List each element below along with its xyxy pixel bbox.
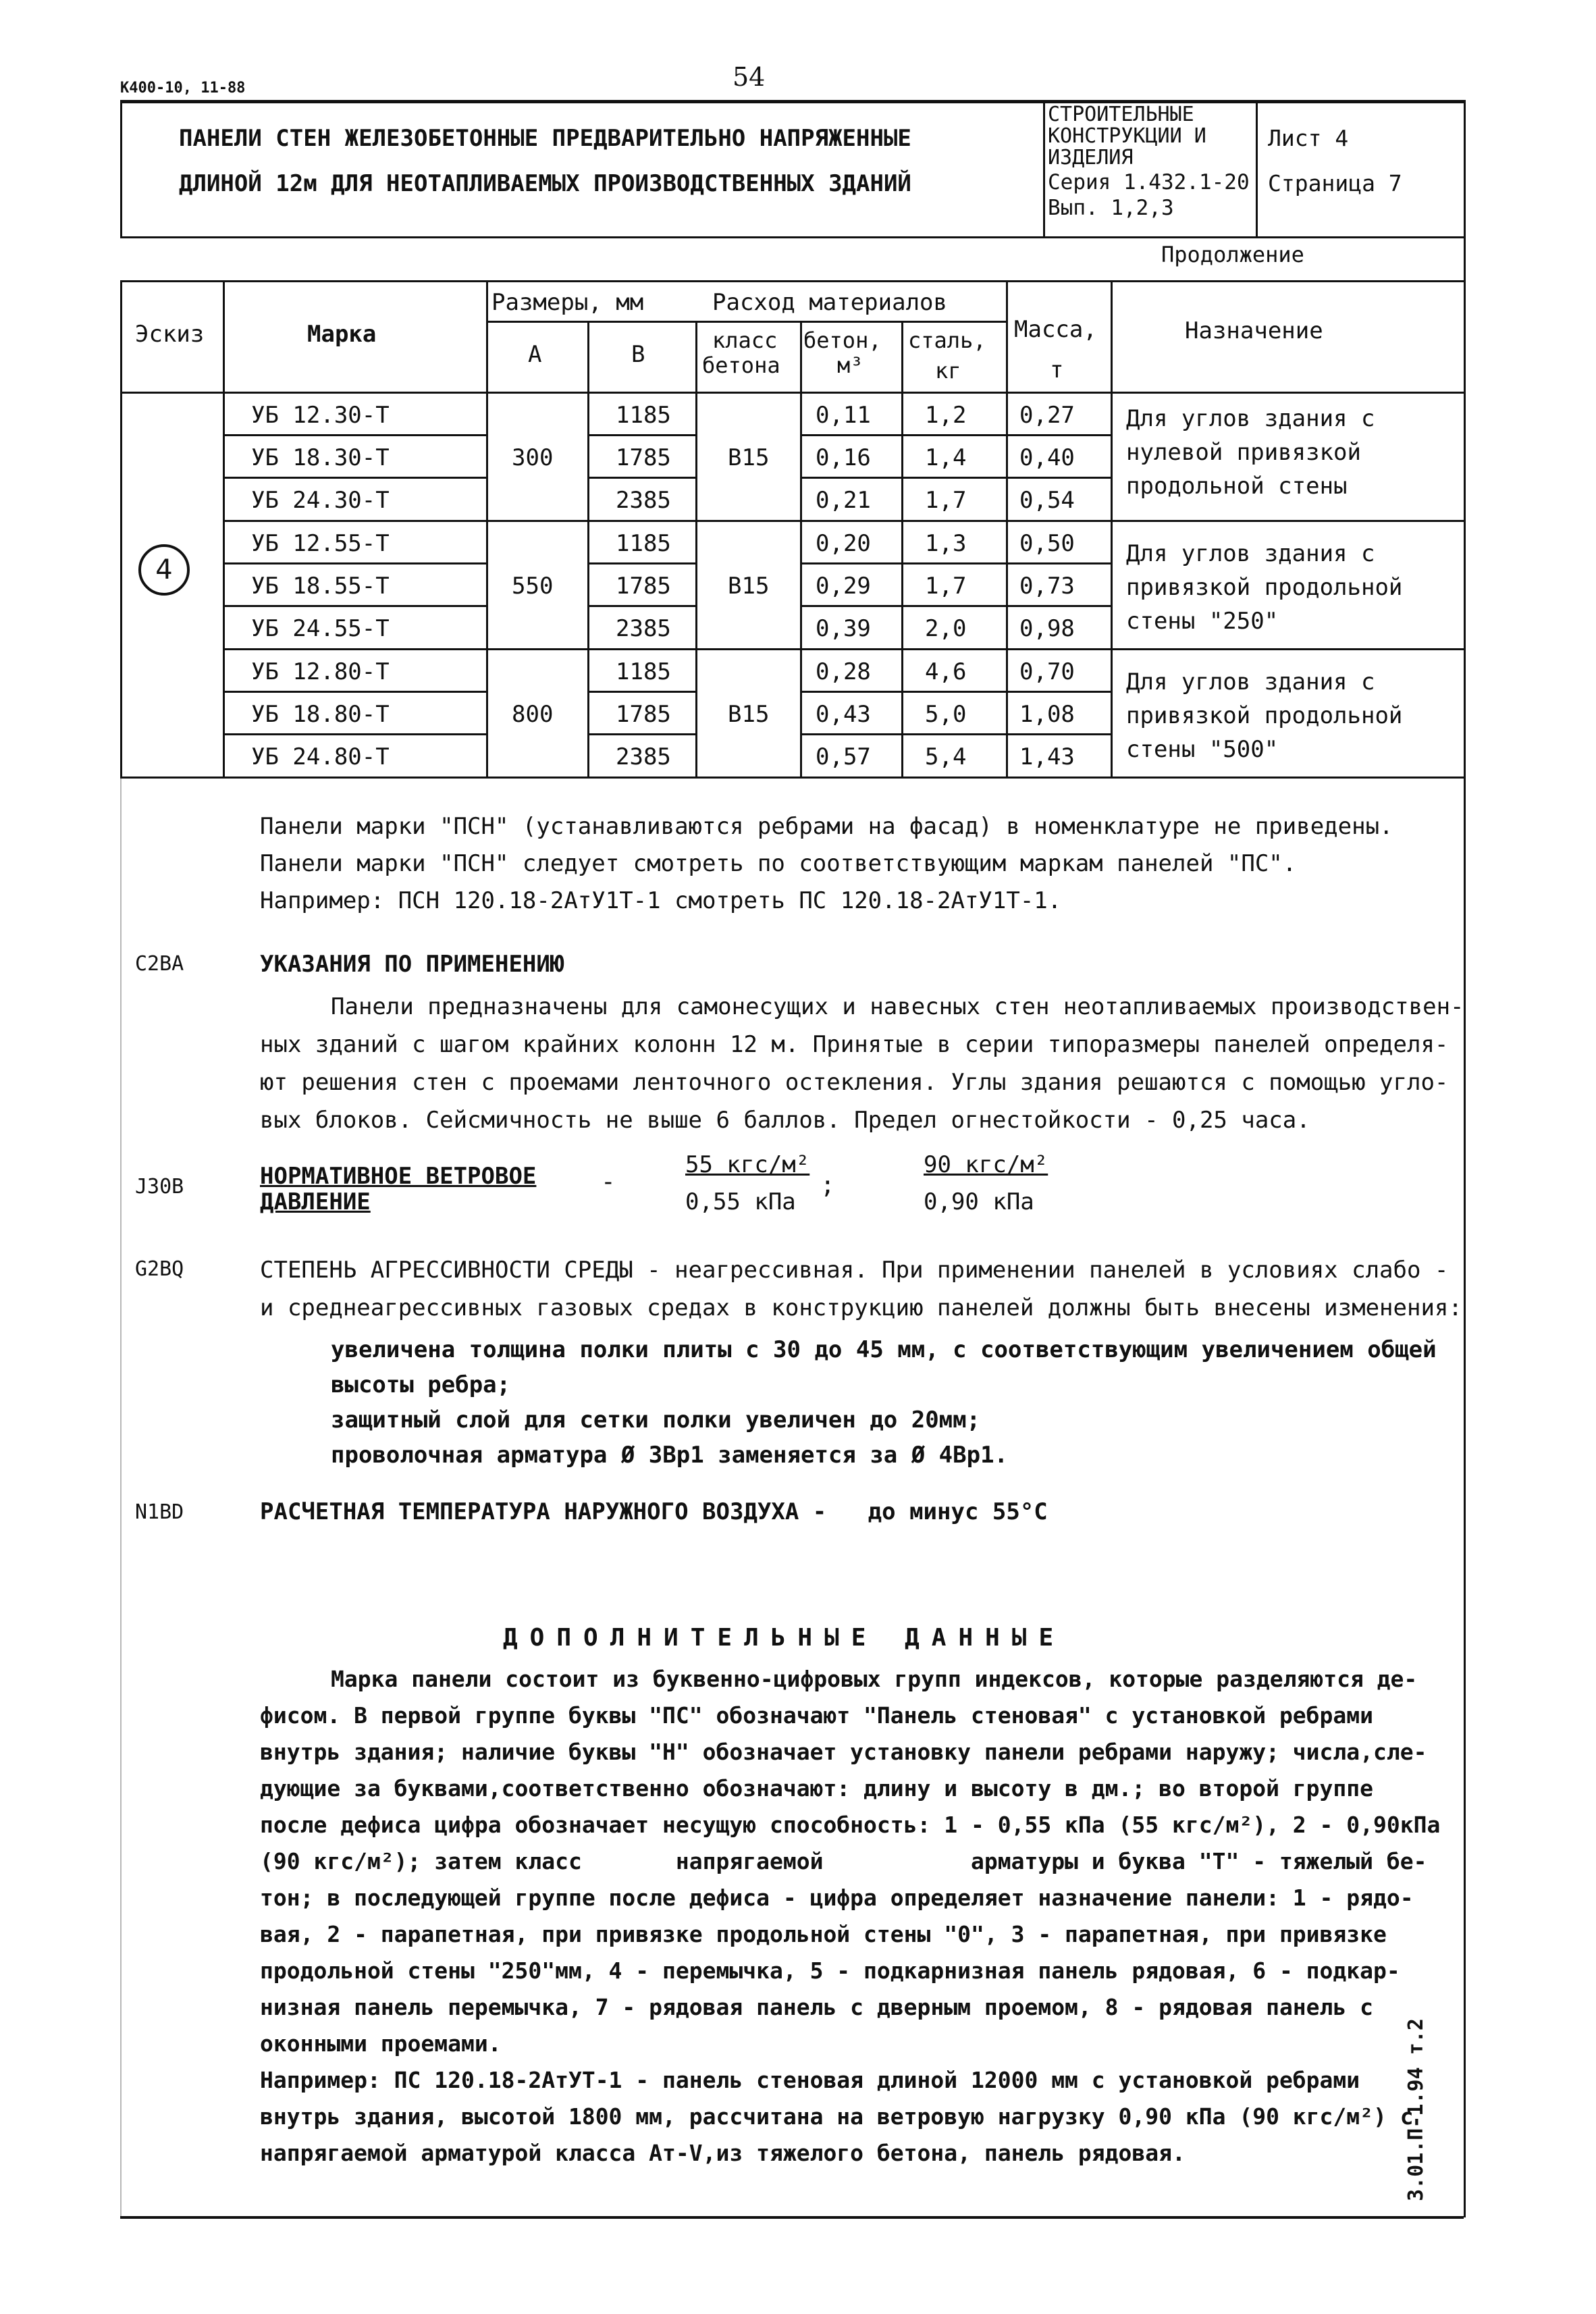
table-cell-mass: 0,40 — [1019, 444, 1075, 471]
col-concrete-class-l1: класс — [712, 327, 778, 353]
table-cell-purpose: привязкой продольной — [1126, 574, 1403, 601]
table-cell-mass: 0,73 — [1019, 573, 1075, 600]
document-title-line1: ПАНЕЛИ СТЕН ЖЕЛЕЗОБЕТОННЫЕ ПРЕДВАРИТЕЛЬНО НАПРЯЖЕННЫЕ — [179, 125, 911, 152]
col-materials: Расход материалов — [712, 289, 947, 316]
wind-title-line2: ДАВЛЕНИЕ — [260, 1188, 371, 1215]
temperature-text: РАСЧЕТНАЯ ТЕМПЕРАТУРА НАРУЖНОГО ВОЗДУХА - до минус 55°С — [260, 1498, 1048, 1525]
table-cell-mark: УБ 24.30-Т — [251, 487, 390, 514]
sheet-number: Лист 4 — [1268, 125, 1349, 151]
table-cell-b: 1185 — [616, 658, 671, 685]
table-cell-a: 300 — [512, 444, 554, 471]
table-cell-b: 1785 — [616, 573, 671, 600]
additional-line: (90 кгс/м²); затем класс напрягаемой арматуры и буква "Т" - тяжелый бе- — [260, 1848, 1427, 1874]
additional-line: внутрь здания, высотой 1800 мм, рассчитана на ветровую нагрузку 0,90 кПа (90 кгс/м²) с — [260, 2103, 1414, 2130]
sketch-number: 4 — [155, 554, 173, 585]
table-cell-purpose: нулевой привязкой — [1126, 439, 1361, 466]
section-code: N1BD — [135, 1500, 184, 1524]
table-cell-mass: 0,54 — [1019, 487, 1075, 514]
table-cell-purpose: стены "500" — [1126, 736, 1279, 763]
table-cell-class: B15 — [728, 701, 770, 728]
table-cell-steel: 2,0 — [925, 615, 967, 642]
category-line3: ИЗДЕЛИЯ — [1048, 146, 1134, 169]
table-cell-mark: УБ 12.30-Т — [251, 402, 390, 429]
table-cell-steel: 1,7 — [925, 573, 967, 600]
section-code: G2BQ — [135, 1257, 184, 1281]
category-line1: СТРОИТЕЛЬНЫЕ — [1048, 103, 1194, 126]
table-cell-mass: 1,08 — [1019, 701, 1075, 728]
additional-line: тон; в последующей группе после дефиса - цифра определяет назначение панели: 1 - рядо- — [260, 1885, 1414, 1911]
wind-value2-bottom: 0,90 кПа — [924, 1188, 1034, 1215]
table-cell-concrete: 0,57 — [816, 743, 871, 770]
table-cell-purpose: Для углов здания с — [1126, 540, 1375, 567]
col-steel-l2: кг — [935, 358, 961, 384]
col-mass-l1: Масса, — [1014, 316, 1097, 343]
table-cell-mark: УБ 12.55-Т — [251, 530, 390, 557]
table-cell-purpose: привязкой продольной — [1126, 702, 1403, 729]
table-cell-purpose: Для углов здания с — [1126, 405, 1375, 432]
table-cell-mass: 0,27 — [1019, 402, 1075, 429]
additional-line: вая, 2 - парапетная, при привязке продольной стены "0", 3 - парапетная, при привязке — [260, 1921, 1387, 1947]
table-cell-mass: 0,70 — [1019, 658, 1075, 685]
aggressive-item: высоты ребра; — [331, 1371, 511, 1398]
table-cell-steel: 5,0 — [925, 701, 967, 728]
col-dim-a: А — [528, 341, 542, 368]
table-cell-purpose: Для углов здания с — [1126, 668, 1375, 695]
usage-line: ют решения стен с проемами ленточного остекления. Углы здания решаются с помощью угло- — [260, 1069, 1449, 1096]
table-cell-steel: 1,7 — [925, 487, 967, 514]
table-cell-concrete: 0,28 — [816, 658, 871, 685]
note-line: Например: ПСН 120.18-2АтУ1Т-1 смотреть ПС 120.18-2АтУ1Т-1. — [260, 887, 1062, 914]
usage-line: вых блоков. Сейсмичность не выше 6 баллов. Предел огнестойкости - 0,25 часа. — [260, 1107, 1310, 1134]
additional-line: напрягаемой арматурой класса Ат-V,из тяжелого бетона, панель рядовая. — [260, 2140, 1186, 2166]
additional-title: ДОПОЛНИТЕЛЬНЫЕ ДАННЫЕ — [503, 1624, 1066, 1652]
aggressive-line: и среднеагрессивных газовых средах в конструкцию панелей должны быть внесены изменения: — [260, 1294, 1462, 1321]
table-cell-mass: 1,43 — [1019, 743, 1075, 770]
table-cell-mass: 0,98 — [1019, 615, 1075, 642]
table-cell-concrete: 0,11 — [816, 402, 871, 429]
col-concrete-volume-l2: м³ — [837, 352, 863, 378]
section-code: C2BA — [135, 952, 184, 976]
aggressive-item: защитный слой для сетки полки увеличен до 20мм; — [331, 1406, 981, 1434]
table-cell-concrete: 0,39 — [816, 615, 871, 642]
sketch-number-circle — [138, 544, 190, 596]
table-cell-concrete: 0,16 — [816, 444, 871, 471]
table-cell-b: 2385 — [616, 743, 671, 770]
table-cell-mass: 0,50 — [1019, 530, 1075, 557]
additional-line: продольной стены "250"мм, 4 - перемычка, 5 - подкарнизная панель рядовая, 6 - подкар- — [260, 1957, 1400, 1984]
aggressive-item: проволочная арматура Ø 3Вр1 заменяется за Ø 4Вр1. — [331, 1442, 1009, 1469]
aggressive-line: СТЕПЕНЬ АГРЕССИВНОСТИ СРЕДЫ - неагрессивная. При применении панелей в условиях слабо - — [260, 1257, 1449, 1284]
category-line2: КОНСТРУКЦИИ И — [1048, 124, 1206, 148]
table-cell-mark: УБ 18.30-Т — [251, 444, 390, 471]
additional-line: дующие за буквами,соответственно обозначают: длину и высоту в дм.; во второй группе — [260, 1775, 1374, 1802]
wind-title-line1: НОРМАТИВНОЕ ВЕТРОВОЕ — [260, 1163, 537, 1190]
additional-line: Например: ПС 120.18-2АтУТ-1 - панель стеновая длиной 12000 мм с установкой ребрами — [260, 2067, 1360, 2093]
wind-value1-bottom: 0,55 кПа — [685, 1188, 796, 1215]
table-cell-a: 550 — [512, 573, 554, 600]
col-concrete-volume-l1: бетон, — [803, 327, 882, 353]
table-cell-class: B15 — [728, 573, 770, 600]
table-cell-steel: 1,4 — [925, 444, 967, 471]
table-cell-b: 1785 — [616, 701, 671, 728]
section-title-usage: УКАЗАНИЯ ПО ПРИМЕНЕНИЮ — [260, 951, 564, 978]
wind-value1-top: 55 кгс/м² — [685, 1151, 810, 1178]
col-purpose: Назначение — [1185, 317, 1323, 344]
continuation-label: Продолжение — [1161, 242, 1304, 267]
table-cell-mark: УБ 18.55-Т — [251, 573, 390, 600]
table-cell-purpose: продольной стены — [1126, 473, 1348, 500]
col-steel-l1: сталь, — [908, 327, 986, 353]
wind-separator: ; — [820, 1172, 835, 1199]
table-cell-b: 2385 — [616, 487, 671, 514]
table-cell-steel: 4,6 — [925, 658, 967, 685]
note-line: Панели марки "ПСН" (устанавливаются ребрами на фасад) в номенклатуре не приведены. — [260, 813, 1393, 840]
table-cell-b: 1785 — [616, 444, 671, 471]
section-code: J30B — [135, 1175, 184, 1199]
page-label: Страница 7 — [1268, 170, 1402, 196]
table-cell-b: 1185 — [616, 402, 671, 429]
table-cell-mark: УБ 24.55-Т — [251, 615, 390, 642]
table-cell-steel: 5,4 — [925, 743, 967, 770]
col-dimensions: Размеры, мм — [491, 289, 644, 316]
table-cell-a: 800 — [512, 701, 554, 728]
table-cell-steel: 1,2 — [925, 402, 967, 429]
table-cell-b: 2385 — [616, 615, 671, 642]
wind-value2-top: 90 кгс/м² — [924, 1151, 1048, 1178]
col-mass-l2: т — [1050, 357, 1064, 384]
additional-line: после дефиса цифра обозначает несущую способность: 1 - 0,55 кПа (55 кгс/м²), 2 - 0,90кПа — [260, 1812, 1441, 1838]
doc-code: К400-10, 11-88 — [120, 80, 246, 97]
table-cell-mark: УБ 12.80-Т — [251, 658, 390, 685]
table-cell-mark: УБ 18.80-Т — [251, 701, 390, 728]
table-cell-concrete: 0,21 — [816, 487, 871, 514]
page-number: 54 — [733, 62, 766, 92]
document-title-line2: ДЛИНОЙ 12м ДЛЯ НЕОТАПЛИВАЕМЫХ ПРОИЗВОДСТВЕННЫХ ЗДАНИЙ — [179, 170, 911, 197]
col-mark: Марка — [307, 321, 377, 348]
aggressive-item: увеличена толщина полки плиты с 30 до 45 мм, с соответствующим увеличением общей — [331, 1336, 1437, 1363]
additional-line: внутрь здания; наличие буквы "Н" обозначает установку панели ребрами наружу; числа,сле- — [260, 1739, 1427, 1765]
additional-line: фисом. В первой группе буквы "ПС" обозначают "Панель стеновая" с установкой ребрами — [260, 1702, 1374, 1729]
table-cell-concrete: 0,43 — [816, 701, 871, 728]
table-cell-mark: УБ 24.80-Т — [251, 743, 390, 770]
table-cell-steel: 1,3 — [925, 530, 967, 557]
table-cell-concrete: 0,20 — [816, 530, 871, 557]
col-sketch: Эскиз — [135, 321, 205, 348]
additional-line: низная панель перемычка, 7 - рядовая панель с дверным проемом, 8 - рядовая панель с — [260, 1994, 1374, 2020]
table-cell-purpose: стены "250" — [1126, 608, 1279, 635]
table-cell-concrete: 0,29 — [816, 573, 871, 600]
table-cell-b: 1185 — [616, 530, 671, 557]
usage-line: ных зданий с шагом крайних колонн 12 м. Принятые в серии типоразмеры панелей определя- — [260, 1031, 1449, 1058]
issue-number: Вып. 1,2,3 — [1048, 196, 1174, 220]
additional-line: Марка панели состоит из буквенно-цифровых групп индексов, которые разделяются де- — [331, 1666, 1418, 1692]
col-concrete-class-l2: бетона — [702, 352, 780, 378]
series-code: Серия 1.432.1-20 — [1048, 170, 1250, 194]
note-line: Панели марки "ПСН" следует смотреть по соответствующим маркам панелей "ПС". — [260, 850, 1297, 877]
usage-line: Панели предназначены для самонесущих и навесных стен неотапливаемых производствен- — [331, 993, 1464, 1020]
additional-line: оконными проемами. — [260, 2030, 502, 2057]
wind-dash: - — [601, 1168, 616, 1196]
table-cell-class: B15 — [728, 444, 770, 471]
margin-code: 3.01.П-1.94 т.2 — [1404, 2018, 1428, 2201]
col-dim-b: В — [631, 341, 645, 368]
